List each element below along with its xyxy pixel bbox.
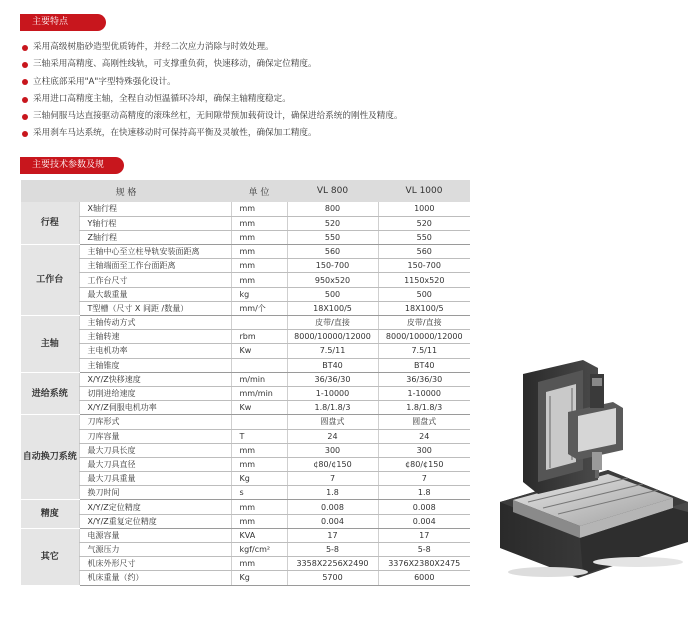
- table-row: [21, 401, 470, 415]
- spec-header-row: [21, 180, 470, 202]
- spec-value-vl1000: 500: [378, 287, 470, 301]
- spec-unit: [231, 316, 287, 330]
- spec-unit: mm: [231, 443, 287, 457]
- spec-item: Y轴行程: [79, 216, 231, 230]
- spec-item: 主轴传动方式: [79, 316, 231, 330]
- bullet-icon: [22, 131, 28, 137]
- spec-item: 主轴端面至工作台面距离: [79, 259, 231, 273]
- spec-table: [21, 180, 470, 586]
- feature-item: [22, 125, 542, 142]
- feature-text: 三轴采用高精度、高刚性线轨，可支撑重负荷，快速移动，确保定位精度。: [33, 59, 317, 70]
- table-row: [21, 273, 470, 287]
- feature-text: 立柱底部采用"A"字型特殊强化设计。: [33, 76, 176, 87]
- spec-group-label: 进给系统: [21, 372, 79, 415]
- spec-item: 机床重量（约）: [79, 571, 231, 585]
- table-row: [21, 358, 470, 372]
- spec-value-vl800: 1.8/1.8/3: [287, 401, 378, 415]
- spec-value-vl800: 300: [287, 443, 378, 457]
- table-row: [21, 557, 470, 571]
- spec-value-vl1000: 1.8/1.8/3: [378, 401, 470, 415]
- table-row: [21, 316, 470, 330]
- spec-value-vl800: ¢80/¢150: [287, 457, 378, 471]
- spec-item: X/Y/Z伺服电机功率: [79, 401, 231, 415]
- features-list: [22, 39, 542, 143]
- spec-unit: mm: [231, 514, 287, 528]
- feature-item: [22, 108, 542, 125]
- spec-value-vl1000: 3376X2380X2475: [378, 557, 470, 571]
- spec-unit: mm: [231, 273, 287, 287]
- feature-item: [22, 56, 542, 73]
- spec-value-vl1000: 圆盘式: [378, 415, 470, 429]
- table-row: [21, 443, 470, 457]
- table-row: [21, 514, 470, 528]
- spec-group-label: 行程: [21, 202, 79, 245]
- spec-value-vl1000: 1000: [378, 202, 470, 216]
- spec-value-vl1000: 550: [378, 230, 470, 244]
- spec-value-vl1000: 18X100/5: [378, 301, 470, 315]
- spec-unit: Kg: [231, 571, 287, 585]
- spec-unit: Kw: [231, 401, 287, 415]
- table-row: [21, 202, 470, 216]
- spec-body: [21, 202, 470, 585]
- table-row: [21, 415, 470, 429]
- spec-value-vl800: 520: [287, 216, 378, 230]
- spec-unit: m/min: [231, 372, 287, 386]
- spec-item: X/Y/Z快移速度: [79, 372, 231, 386]
- machining-center-image: [488, 352, 698, 587]
- spec-unit: s: [231, 486, 287, 500]
- spec-value-vl1000: 5-8: [378, 543, 470, 557]
- table-row: [21, 216, 470, 230]
- spec-value-vl1000: 560: [378, 245, 470, 259]
- spec-item: 刀库形式: [79, 415, 231, 429]
- table-row: [21, 486, 470, 500]
- bullet-icon: [22, 45, 28, 51]
- spec-value-vl800: 5-8: [287, 543, 378, 557]
- spec-value-vl1000: 6000: [378, 571, 470, 585]
- feature-text: 三轴伺服马达直接驱动高精度的滚珠丝杠，无间隙带预加载荷设计，确保进给系统的刚性及精度。: [33, 111, 403, 122]
- spec-value-vl800: 24: [287, 429, 378, 443]
- spec-group-label: 自动换刀系统: [21, 415, 79, 500]
- header-spec: 规 格: [21, 180, 231, 202]
- spec-value-vl1000: 150-700: [378, 259, 470, 273]
- feature-text: 采用高级树脂砂造型优质铸件，并经二次应力消除与时效处理。: [33, 42, 274, 52]
- table-row: [21, 472, 470, 486]
- table-row: [21, 386, 470, 400]
- spec-value-vl1000: 7.5/11: [378, 344, 470, 358]
- spec-value-vl1000: 17: [378, 528, 470, 542]
- spec-item: 最大刀具重量: [79, 472, 231, 486]
- table-row: [21, 571, 470, 585]
- spec-item: X/Y/Z重复定位精度: [79, 514, 231, 528]
- spec-value-vl1000: 36/36/30: [378, 372, 470, 386]
- spec-item: 最大刀具直径: [79, 457, 231, 471]
- spec-value-vl1000: 皮带/直接: [378, 316, 470, 330]
- spec-item: 主电机功率: [79, 344, 231, 358]
- specs-section-title: 主要技术参数及规: [20, 157, 124, 174]
- table-row: [21, 457, 470, 471]
- table-row: [21, 528, 470, 542]
- feature-item: [22, 39, 542, 56]
- spec-item: X轴行程: [79, 202, 231, 216]
- feature-item: [22, 91, 542, 108]
- feature-text: 采用刹车马达系统，在快速移动时可保持高平衡及灵敏性，确保加工精度。: [33, 128, 317, 139]
- table-row: [21, 344, 470, 358]
- spec-value-vl1000: 24: [378, 429, 470, 443]
- spec-unit: mm: [231, 500, 287, 514]
- spec-unit: KVA: [231, 528, 287, 542]
- spec-unit: mm/个: [231, 301, 287, 315]
- spec-unit: mm: [231, 557, 287, 571]
- spec-value-vl800: 550: [287, 230, 378, 244]
- bullet-icon: [22, 62, 28, 68]
- table-row: [21, 372, 470, 386]
- spec-unit: mm: [231, 216, 287, 230]
- spec-item: 工作台尺寸: [79, 273, 231, 287]
- spec-unit: mm: [231, 245, 287, 259]
- spec-value-vl800: 150-700: [287, 259, 378, 273]
- spec-unit: mm: [231, 202, 287, 216]
- spec-value-vl1000: 520: [378, 216, 470, 230]
- table-row: [21, 543, 470, 557]
- spec-value-vl800: 7: [287, 472, 378, 486]
- spec-group-label: 工作台: [21, 245, 79, 316]
- spec-value-vl800: 17: [287, 528, 378, 542]
- table-row: [21, 245, 470, 259]
- spec-value-vl1000: 1150x520: [378, 273, 470, 287]
- spec-value-vl800: 36/36/30: [287, 372, 378, 386]
- bullet-icon: [22, 97, 28, 103]
- spec-value-vl800: 18X100/5: [287, 301, 378, 315]
- header-vl800: VL 800: [287, 180, 378, 202]
- spec-item: 最大载重量: [79, 287, 231, 301]
- feature-item: [22, 74, 542, 91]
- spec-value-vl800: 3358X2256X2490: [287, 557, 378, 571]
- spec-item: 最大刀具长度: [79, 443, 231, 457]
- spec-unit: Kw: [231, 344, 287, 358]
- spec-value-vl1000: 1-10000: [378, 386, 470, 400]
- spec-item: 电源容量: [79, 528, 231, 542]
- spec-item: 主轴中心至立柱导轨安装面距离: [79, 245, 231, 259]
- spec-item: 主轴锥度: [79, 358, 231, 372]
- spec-item: 机床外形尺寸: [79, 557, 231, 571]
- bullet-icon: [22, 79, 28, 85]
- spec-group-label: 其它: [21, 528, 79, 585]
- spec-value-vl1000: 7: [378, 472, 470, 486]
- spec-value-vl800: 560: [287, 245, 378, 259]
- spec-value-vl800: 5700: [287, 571, 378, 585]
- spec-value-vl1000: 1.8: [378, 486, 470, 500]
- bullet-icon: [22, 114, 28, 120]
- spec-item: Z轴行程: [79, 230, 231, 244]
- spec-value-vl800: 圆盘式: [287, 415, 378, 429]
- features-section-title: 主要特点: [20, 14, 106, 31]
- spec-group-label: 主轴: [21, 316, 79, 373]
- spec-value-vl800: 950x520: [287, 273, 378, 287]
- spec-unit: [231, 415, 287, 429]
- spec-unit: T: [231, 429, 287, 443]
- spec-value-vl800: 500: [287, 287, 378, 301]
- header-unit: 单 位: [231, 180, 287, 202]
- spec-unit: Kg: [231, 472, 287, 486]
- table-row: [21, 230, 470, 244]
- spec-value-vl1000: 8000/10000/12000: [378, 330, 470, 344]
- spec-value-vl800: 800: [287, 202, 378, 216]
- spec-value-vl1000: 300: [378, 443, 470, 457]
- table-row: [21, 330, 470, 344]
- spec-value-vl800: 1-10000: [287, 386, 378, 400]
- spec-item: 换刀时间: [79, 486, 231, 500]
- spec-unit: mm: [231, 457, 287, 471]
- spec-unit: mm: [231, 230, 287, 244]
- feature-text: 采用进口高精度主轴，全程自动恒温循环冷却，确保主轴精度稳定。: [33, 93, 291, 104]
- header-vl1000: VL 1000: [378, 180, 470, 202]
- spec-value-vl1000: ¢80/¢150: [378, 457, 470, 471]
- spec-item: 气源压力: [79, 543, 231, 557]
- spec-value-vl800: 0.004: [287, 514, 378, 528]
- spec-value-vl1000: 0.004: [378, 514, 470, 528]
- table-row: [21, 259, 470, 273]
- table-row: [21, 500, 470, 514]
- spec-unit: kgf/cm²: [231, 543, 287, 557]
- table-row: [21, 301, 470, 315]
- spec-value-vl1000: BT40: [378, 358, 470, 372]
- spec-value-vl800: 1.8: [287, 486, 378, 500]
- spec-value-vl800: 7.5/11: [287, 344, 378, 358]
- spec-value-vl800: 0.008: [287, 500, 378, 514]
- spec-unit: mm: [231, 259, 287, 273]
- spec-unit: [231, 358, 287, 372]
- spec-item: T型槽（尺寸 X 间距 /数量）: [79, 301, 231, 315]
- spec-item: X/Y/Z定位精度: [79, 500, 231, 514]
- spec-value-vl800: BT40: [287, 358, 378, 372]
- table-row: [21, 287, 470, 301]
- spec-value-vl800: 皮带/直接: [287, 316, 378, 330]
- spec-group-label: 精度: [21, 500, 79, 528]
- spec-unit: mm/min: [231, 386, 287, 400]
- spec-item: 刀库容量: [79, 429, 231, 443]
- table-row: [21, 429, 470, 443]
- spec-value-vl800: 8000/10000/12000: [287, 330, 378, 344]
- spec-value-vl1000: 0.008: [378, 500, 470, 514]
- spec-unit: rbm: [231, 330, 287, 344]
- spec-unit: kg: [231, 287, 287, 301]
- spec-item: 切削进给速度: [79, 386, 231, 400]
- spec-item: 主轴转速: [79, 330, 231, 344]
